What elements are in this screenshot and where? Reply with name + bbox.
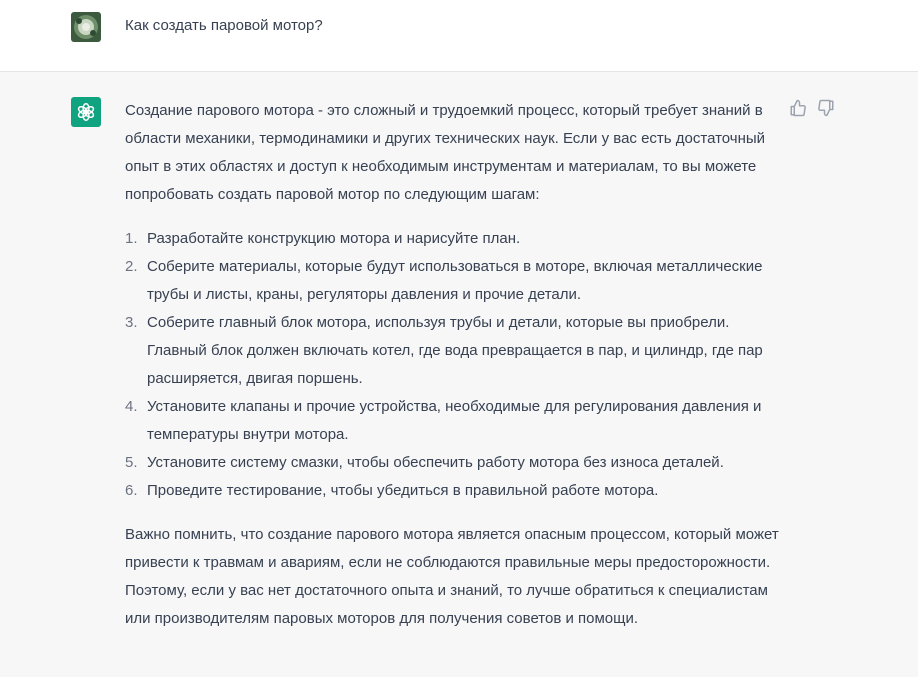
answer-conclusion: Важно помнить, что создание парового мотора является опасным процессом, который может привести к травмам и авариям, если не соблюдаются правильные меры предосторожности. Поэтому, если у вас нет достаточного опыта и знаний, то лучше обратиться к специалистам или производителям паровых моторов для получения советов и помощи. bbox=[125, 526, 779, 627]
list-item: 6. Проведите тестирование, чтобы убедиться в правильной работе мотора. bbox=[125, 482, 659, 499]
answer-intro: Создание парового мотора - это сложный и трудоемкий процесс, который требует знаний в области механики, термодинамики и других технических наук. Если у вас есть достаточный опыт в этих областях и доступ к необходимым инструментам и материалам, то вы можете попробовать создать паровой мотор по следующим шагам: bbox=[125, 102, 766, 203]
list-item: 1. Разработайте конструкцию мотора и нарисуйте план. bbox=[125, 230, 521, 247]
thumbs-up-icon[interactable] bbox=[789, 99, 807, 117]
thumbs-down-icon[interactable] bbox=[817, 99, 835, 117]
list-item: 5. Установите систему смазки, чтобы обеспечить работу мотора без износа деталей. bbox=[125, 454, 724, 471]
user-message-text: Как создать паровой мотор? bbox=[125, 17, 323, 34]
list-item: 4. Установите клапаны и прочие устройства, необходимые для регулирования давления и температуры внутри мотора. bbox=[125, 398, 762, 443]
feedback-buttons bbox=[789, 99, 835, 117]
user-message-row bbox=[0, 0, 918, 72]
steps-list bbox=[125, 225, 785, 505]
list-item: 3. Соберите главный блок мотора, используя трубы и детали, которые вы приобрели. Главный блок должен включать котел, где вода превращается в пар, и цилиндр, где пар расширяется, двигая поршень. bbox=[125, 314, 763, 387]
assistant-answer bbox=[125, 97, 785, 649]
openai-logo-icon bbox=[71, 97, 101, 127]
user-avatar-icon bbox=[71, 12, 101, 42]
assistant-message-row bbox=[0, 73, 918, 677]
list-item: 2. Соберите материалы, которые будут использоваться в моторе, включая металлические трубы и листы, краны, регуляторы давления и прочие детали. bbox=[125, 258, 763, 303]
